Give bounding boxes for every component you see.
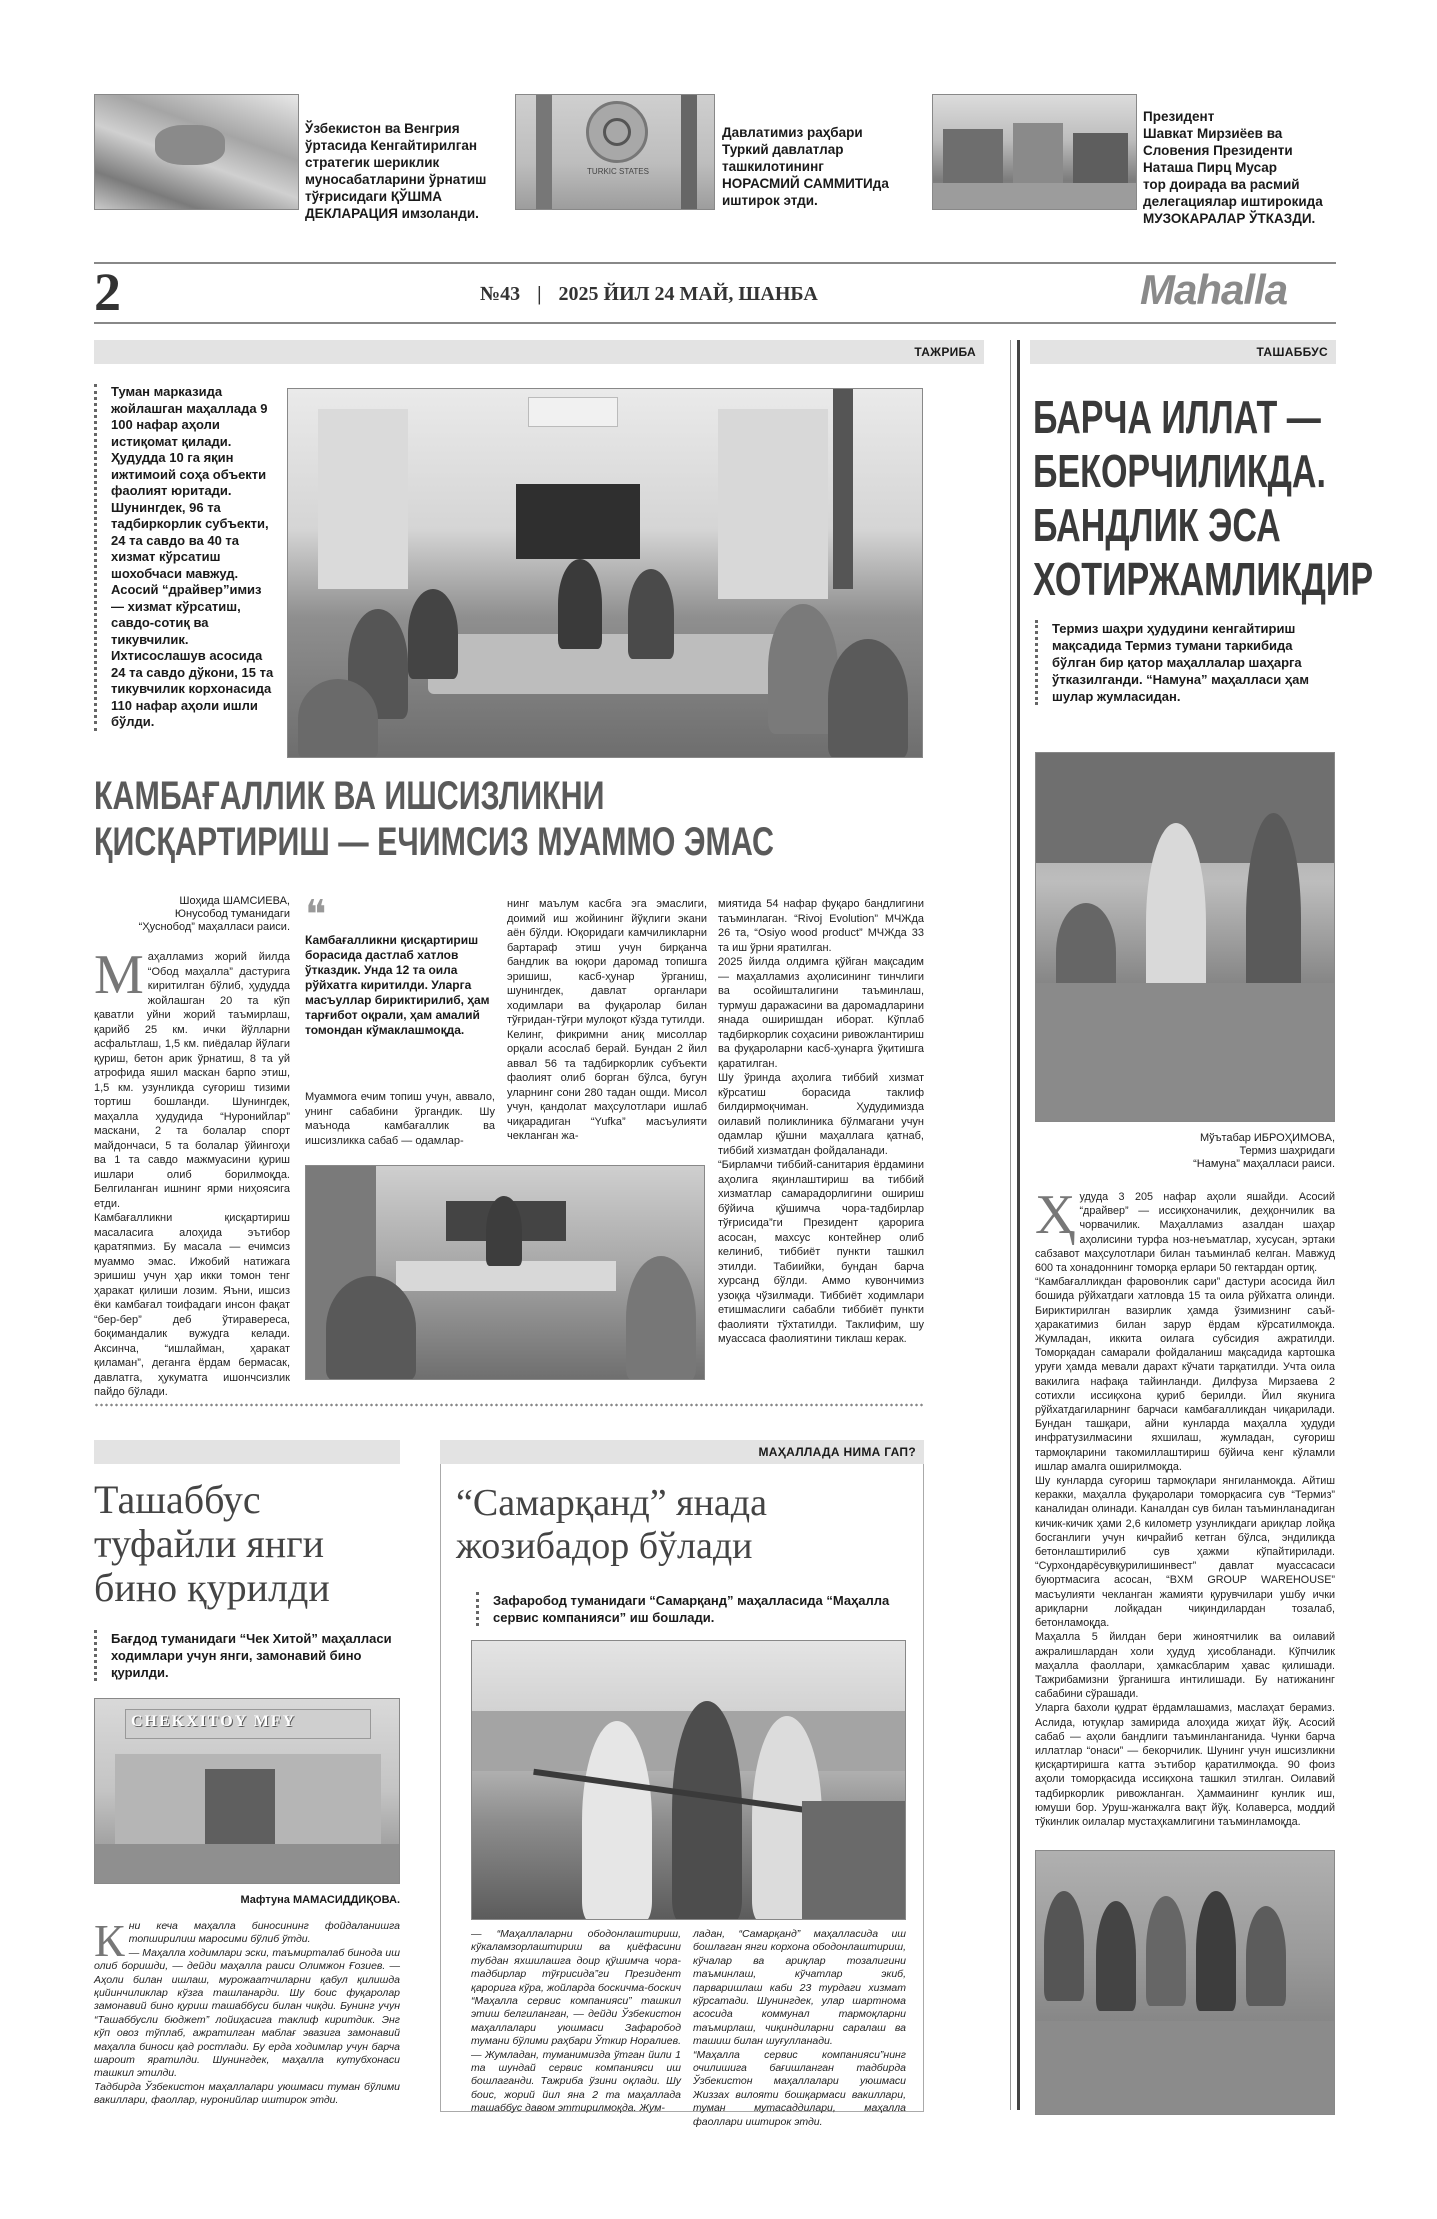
section-label-tashabbus: ТАШАББУС xyxy=(1256,345,1328,359)
issue-separator: | xyxy=(537,283,542,305)
section-label-bar-right xyxy=(1030,340,1336,364)
teaser-strip xyxy=(0,0,1437,260)
main-dropcap: М xyxy=(94,944,144,1006)
bottom-left-photo-building[interactable] xyxy=(94,1698,400,1884)
right-headline-line2: БЕКОРЧИЛИКДА. xyxy=(1033,445,1326,497)
bottom-mid-col1-text: — “Маҳаллаларни ободонлаштириш, кўкаламзорлаштириш ва қиёфасини тубдан яхшилашга доир қўшимча чора-тадбирлар тўғрисида”ги Президент қарорига кўра, жойларда боскичма-боскич “Маҳалла сервис компанияси” ташкил этиш белгиланган, — дейди Ўзбекистон маҳаллалари уюшмаси Зафаробод тумани бўлими раҳбари Ўткир Норалиев. — Жумладан, туманимизда ўтган йили 1 та шундай сервис компанияси иш бошлаганди. Тажриба ўзини оқлади. Шу боис, жорий йил яна 2 та маҳаллада ташаббус давом эттирилмоқда. Жум- xyxy=(471,1928,681,2115)
teaser-text-summit[interactable]: Давлатимиз раҳбари Туркий давлатлар ташкилотининг НОРАСМИЙ САММИТИда иштирок этди. xyxy=(722,125,889,208)
masthead-top-rule xyxy=(94,262,1336,264)
right-body xyxy=(1035,1184,1335,1829)
bottom-mid-headline-line1: “Самарқанд” янада xyxy=(456,1482,767,1524)
main-sidebar-text: Туман марказида жойлашган маҳаллада 9 100 нафар аҳоли истиқомат қилади. Ҳудудда 10 га яқин ижтимоий соҳа объекти фаолият юритади. Шунингдек, 96 та тадбиркорлик субъекти, 24 та савдо ва 40 та хизмат кўрсатиш шохобчаси мавжуд. Асосий “драйвер”имиз — хизмат кўрсатиш, савдо-сотиқ ва тикувчилик. Ихтисослашув асосида 24 та савдо дўкони, 15 та тикувчилик корхонасида 110 нафар аҳоли ишли бўлди. xyxy=(111,384,274,729)
pull-quote-text: Камбағалликни қисқартириш борасида дастлаб хатлов ўтказдик. Унда 12 та оила рўйхатга киритилди. Уларга масъуллар бириктирилиб, ҳам тарғибот оқрали, ҳам амалий томондан кўмаклашмоқда. xyxy=(305,933,490,1037)
issue-number: №43 xyxy=(480,283,521,305)
main-col4-text: миятида 54 нафар фуқаро бандлигини таъминлаган. “Rivoj Evolution” МЧЖда 26 та, “Osiyo wood product” МЧЖда 33 та иш ўрни яратилган. 2025 йилда олдимга қўйган мақсадим — маҳалламиз аҳолисининг тинчлиги ва осойишталигини таъминлаш, турмуш даражасини ва даромадларини янада оширишдан иборат. Кўплаб тадбиркорлик соҳасини ривожлантириш ва фуқароларни касб-ҳунарга ўқитишга қаратилган. Шу ўринда аҳолига тиббий хизмат кўрсатиш борасида таклиф билдирмоқчиман. Ҳудудимизда оилавий поликлиника бўлмагани учун одамлар қўшни маҳаллага қатнаб, тиббий хизматдан фойдаланади. “Бирламчи тиббий-санитария ёрдамини аҳолига яқинлаштириш ва тиббий хизматлар самарадорлигини ошириш бўйича қўшимча чора-тадбирлар тўғрисида”ги Президент қарорига асосан, махсус контейнер олиб келиниб, тиббиёт пункти ташкил этилди. Табиийки, бундан барча хурсанд бўлди. Аммо кувончимиз узоққа чўзилмади. Тиббиёт ходимлари етишмаслиги сабабли тиббиёт пункти фаолияти тўхтатилди. Таклифим, шу муассаса фаолиятини тиклаш керак. xyxy=(718,898,924,1345)
main-col3-text: нинг маълум касбга эга эмаслиги, доимий иш жойининг йўқлиги экани аён бўлди. Юқоридаги камчиликларни бартараф этиш учун бирқанча бандлик ва юқори даромад топишга эришиш, касб-ҳунар ўрганиш, шунингдек, давлат органлари ходимлари ва фуқаролар билан тўғридан-тўғри мулоқот кўзда тутилди. Келинг, фикримни аниқ мисоллар орқали асослаб берай. Бундан 2 йил аввал 56 та тадбиркорлик субъекти фаолият олиб борган бўлса, бугун уларнинг сони 280 тадан ошди. Мисол учун, қандолат маҳсулотлари ишлаб чиқарадиган “Yufka” масъулияти чекланган жа- xyxy=(507,898,707,1142)
main-photo-meeting[interactable] xyxy=(287,388,923,758)
main-author: Шоҳида ШАМСИЕВА, Юнусобод туманидаги “Ҳуснобод” маҳалласи раиси. xyxy=(138,895,290,933)
teaser-photo-slovenia[interactable] xyxy=(932,94,1137,210)
main-sidebar xyxy=(94,384,274,731)
bottom-left-headline-line3: бино қурилди xyxy=(94,1565,330,1610)
section-label-nima-gap: МАҲАЛЛАДА НИМА ГАП? xyxy=(758,1445,916,1459)
quote-mark-icon: ❝ xyxy=(305,893,327,937)
bottom-left-lead-block xyxy=(94,1630,400,1681)
right-lead-block xyxy=(1035,620,1335,705)
pull-quote-block xyxy=(305,893,495,1038)
right-photo-market[interactable] xyxy=(1035,1850,1335,2115)
main-headline-line2: ҚИСҚАРТИРИШ — ЕЧИМСИЗ МУАММО ЭМАС xyxy=(94,820,774,864)
right-headline xyxy=(1033,390,1374,606)
bottom-left-body-text: ни кеча маҳалла биносининг фойдаланишга топширилиш маросими бўлиб ўтди. — Маҳалла ходимлари эски, таъмирталаб бинода иш олиб боришди, — дейди маҳалла раиси Олимжон Ғозиев. — Аҳоли билан ишлаш, мурожаатчиларни қабул қилишда қийинчиликлар кўзга ташланарди. Шу боис фуқаролар замонавий бино қуриш ташаббуси билан чиқди. Бунинг учун “Ташаббусли бюджет” лойиҳасига таклиф киритдик. Энг кўп овоз тўплаб, ажратилган маблағ эвазига замонавий маҳалла биноси қад ростлади. Бу ерда ходимлар учун барча шароит яратилди. Шунингдек, маҳалла кутубхонаси ташкил этилди. Тадбирда Ўзбекистон маҳаллалари уюшмаси туман бўлими вакиллари, фаоллар, нуронийлар иштирок этди. xyxy=(94,1920,400,2107)
right-author: Мўътабар ИБРОҲИМОВА, Термиз шаҳридаги “Намуна” маҳалласи раиси. xyxy=(1193,1132,1335,1170)
bottom-left-headline xyxy=(94,1478,404,1610)
section-label-tajriba: ТАЖРИБА xyxy=(914,345,976,359)
seal-caption: TURKIC STATES xyxy=(587,167,649,176)
column-divider xyxy=(1010,340,1011,2110)
right-body-text: удуда 3 205 нафар аҳоли яшайди. Асосий “драйвер” — иссиқхоначилик, деҳқончилик ва чорвачилик. Маҳалламиз азалдан шаҳар аҳолисини турфа ноз-неъматлар, хусусан, эртаки сабзавот маҳсулотлари билан таъминлаб келган. Мавжуд 600 та хонадоннинг томорқа ерлари 50 гектардан ортиқ. “Камбағалликдан фаровонлик сари” дастури асосида йил бошида рўйхатдаги хатловда 15 та оила рўйхатга олинди. Бириктирилган вазирлик ҳамда ўзимизнинг саъй-ҳаракатимиз билан зарур ёрдам кўрсатилмоқда. Жумладан, иккита оилага субсидия ажратилди. Томорқадан самарали фойдаланиш мақсадида картошка уруғи ҳамда мевали дарахт кўчати тарқатилди. Учта оила вакилига нафақа тайинланди. Дилфуза Мирзаева 2 сотихли иссиқхона қуриб берилди. Йил якунига рўйхатдагиларнинг барчаси камбағалликдан чиқарилади. Бундан ташқари, айни кунларда маҳалла ҳудуди инфратузилмасини яхшилаш, жумладан, суғориш тармоқларини такомиллаштириш бўйича кенг кўламли ишлар амалга оширилмоқда. Шу кунларда суғориш тармоқлари янгиланмоқда. Айтиш керакки, маҳалла фуқаролари томорқасига сув “Термиз” каналидан олинади. Каналдан сув билан таъминланадиган кичик-кичик ҳами 2,6 километр узунликдаги ариқлар лойқа босганлиги учун кичрайиб кетган бўлса, эндиликда бетонлаштирилиб сув ҳажми кўпайтирилади. “Сурхондарёсувқурилишинвест” давлат муассасаси буюртмасига асосан, “BXM GROUP WAREHOUSE” масъулияти чекланган жамияти қурувчилари ушбу ички ариқларни лойқадан чиқиндилардан тозалаб, бетонламоқда. Маҳалла 5 йилдан бери жиноятчилик ва оилавий ажралишлардан холи ҳудуд ҳисобланади. Кўпчилик маҳалла фаоллари, ҳамкасбларим ҳавас қилишади. Тажрибамизни ўрганишга интилишади. Бу натижанинг сабабини сўрашади. Уларга бахоли қудрат ёрдамлашамиз, маслаҳат берамиз. Аслида, ютуқлар замирида алоҳида жиҳат йўқ. Асосий сабаб — аҳоли бандлиги таъминланганида. Чунки барча иллатлар “онаси” — бекорчилик. Шунинг учун ишсизликни қисқартиришга катта эътибор қаратилмоқда. 90 фоиз аҳоли томорқасида иссиқхона ташкил этилган. Оилавий тадбиркорлик ривожланган. Ҳаммаининг кунлик иш, юмуши бор. Уруш-жанжалга вақт йўқ. Колаверса, моддий тўкинлик оилалар мустаҳкамлигини таъминламоқда. xyxy=(1035,1191,1335,1828)
teaser-text-hungary[interactable]: Ўзбекистон ва Венгрия ўртасида Кенгайтирилган стратегик шериклик муносабатларини ўрнатиш тўғрисидаги ҚЎШМА ДЕКЛАРАЦИЯ имзоланди. xyxy=(305,121,487,221)
bottom-left-body xyxy=(94,1915,400,2108)
bottom-left-author: Мафтуна МАМАСИДДИҚОВА. xyxy=(240,1894,400,1906)
brand-logo[interactable]: Mahalla xyxy=(1140,266,1288,313)
bottom-left-dropcap: К xyxy=(94,1915,125,1966)
bottom-mid-col2-text: ладан, “Самарқанд” маҳалласида иш бошлаган янги корхона ободонлаштириш, кўчалар ва ариқлар тозалигини таъминлаш, кўчатлар экиб, парваришлаш каби 23 турдаги хизмат кўрсатади. Шунингдек, улар шартнома асосида коммунал тармоқларни таъмирлаш, чиқиндиларни саралаш ва ташиш билан шуғулланади. “Маҳалла сервис компанияси”нинг очилишига бағишланган тадбирда Ўзбекистон маҳаллалари уюшмаси Жиззах вилояти бошқармаси вакиллари, туман мутасаддилари, маҳалла фаоллари иштирок этди. xyxy=(693,1928,906,2128)
masthead-center xyxy=(480,283,960,306)
main-photo-office[interactable] xyxy=(305,1165,705,1380)
main-headline xyxy=(94,773,1006,865)
bottom-left-headline-line1: Ташаббус xyxy=(94,1477,261,1522)
right-dropcap: Ҳ xyxy=(1035,1184,1076,1246)
right-photo-people[interactable] xyxy=(1035,752,1335,1122)
right-article-left-rule xyxy=(1017,340,1020,2110)
right-headline-line3: БАНДЛИК ЭСА xyxy=(1033,499,1281,551)
main-col2-text: Муаммога ечим топиш учун, аввало, унинг сабабини ўргандик. Шу маънода камбағаллик ва ишсизликка сабаб — одамлар- xyxy=(305,1091,495,1147)
bottom-mid-headline-line2: жозибадор бўлади xyxy=(456,1525,753,1567)
bottom-mid-photo-ribbon[interactable] xyxy=(471,1640,906,1920)
bottom-left-lead-text: Бағдод туманидаги “Чек Хитой” маҳалласи ходимлари учун янги, замонавий бино қурилди. xyxy=(111,1631,392,1680)
building-sign: CHEKXITOY MFY xyxy=(131,1713,297,1730)
main-col1 xyxy=(94,944,290,1400)
right-headline-line4: ХОТИРЖАМЛИКДИР xyxy=(1033,553,1374,605)
page-number: 2 xyxy=(94,262,121,322)
turkic-states-emblem xyxy=(586,101,648,163)
bottom-mid-lead-text: Зафаробод туманидаги “Самарқанд” маҳалласида “Маҳалла сервис компанияси” иш бошлади. xyxy=(493,1593,890,1625)
section-label-bar-main xyxy=(94,340,984,364)
teaser-photo-hungary[interactable] xyxy=(94,94,299,210)
right-lead-text: Термиз шаҳри ҳудудини кенгайтириш мақсадида Термиз тумани таркибида бўлган бир қатор маҳаллалар шаҳарга ўтказилганди. “Намуна” маҳалласи ҳам шулар жумласидан. xyxy=(1052,621,1309,704)
teaser-photo-summit[interactable] xyxy=(515,94,715,210)
bottom-mid-lead-block xyxy=(476,1592,916,1626)
bottom-left-headline-line2: туфайли янги xyxy=(94,1521,325,1566)
section-divider-dots xyxy=(94,1402,924,1408)
issue-date: 2025 ЙИЛ 24 МАЙ, ШАНБА xyxy=(558,283,818,305)
label-bar-bottom-left xyxy=(94,1440,400,1464)
main-col1-text: аҳалламиз жорий йилда “Обод маҳалла” дастурига киритилган бўлиб, ҳудудда жойлашган 20 та кўп қаватли уйни жорий таъмирлаш, қарийб 25 км. ички йўлларни асфальтлаш, 1,5 км. пиёдалар йўлаги қуриш, бетон арик ўрнатиш, 8 та уй атрофида яшил маскан барпо этиш, 1,5 км. узунликда суғориш тизими тортиш бошланди. Шунингдек, маҳалла ҳудудида “Нуронийлар” маскани, 2 та болалар спорт майдончаси, 5 та болалар ўйингоҳи ва 1 та савдо мажмуасини қуриш ишлари олиб борилмоқда. Белгиланган ишнинг ярми ниҳоясига етди. Камбағалликни қисқартириш масаласига алоҳида эътибор қаратяпмиз. Бу масала — ечимсиз муаммо эмас. Ижобий натижага эришиш учун ҳар икки томон тенг ҳаракат қилиши лозим. Яъни, ишсиз ёки камбағал тоифадаги инсон фақат “бер-бер” деб ўтиравереса, боқимандалик вужудга келади. Аксинча, “ишлайман, ҳаракат қиламан”, деганга ёрдам бермасак, давлатга, ҳукуматга ишончсизлик пайдо бўлади. xyxy=(94,951,290,1398)
masthead-bottom-rule xyxy=(94,322,1336,324)
right-headline-line1: БАРЧА ИЛЛАТ — xyxy=(1033,391,1321,443)
teaser-text-slovenia[interactable]: Президент Шавкат Мирзиёев ва Словения Президенти Наташа Пирц Мусар тор доирада ва расмий делегациялар иштирокида МУЗОКАРАЛАР ЎТКАЗДИ. xyxy=(1143,109,1323,226)
bottom-mid-headline xyxy=(456,1482,916,1568)
section-label-bar-bottom-mid xyxy=(440,1440,924,1464)
main-headline-line1: КАМБАҒАЛЛИК ВА ИШСИЗЛИКНИ xyxy=(94,774,605,818)
